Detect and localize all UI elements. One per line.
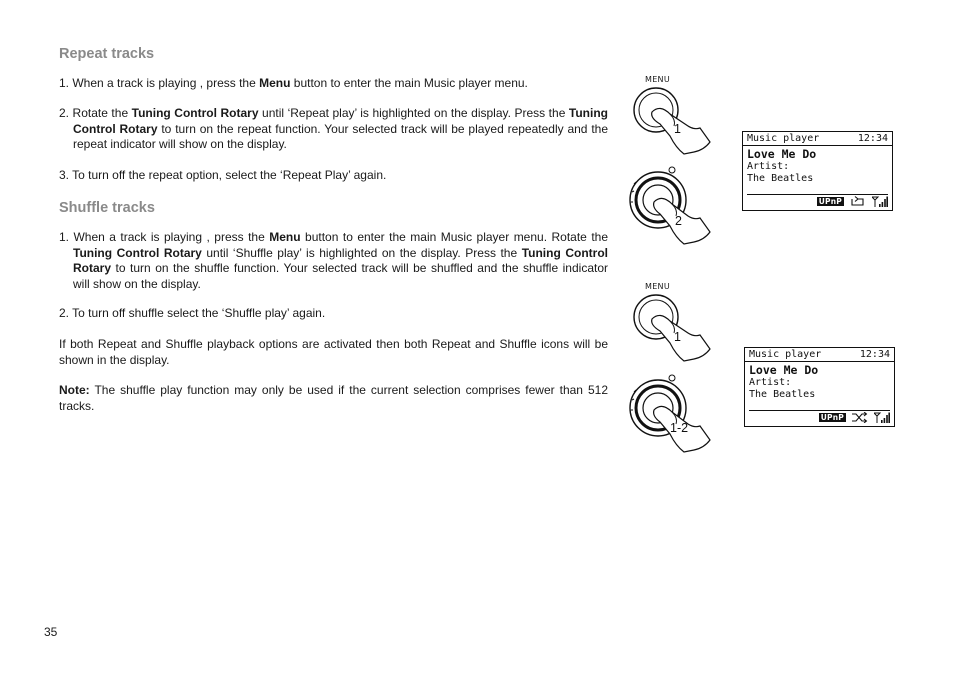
- lcd-track-name: Love Me Do: [749, 363, 819, 377]
- lcd-artist-label: Artist:: [747, 161, 790, 172]
- signal-strength-icon: [872, 196, 888, 207]
- lcd-header: [745, 348, 894, 362]
- repeat-step-1: 1. When a track is playing , press the Menu button to enter the main Music player menu.: [59, 76, 528, 90]
- repeat-step-3: 3. To turn off the repeat option, select the ‘Repeat Play’ again.: [59, 168, 387, 182]
- repeat-heading: Repeat tracks: [59, 46, 155, 62]
- menu-label: MENU: [645, 282, 670, 291]
- repeat-step-2: 2. Rotate the Tuning Control Rotary until ‘Repeat play’ is highlighted on the display. Press the Tuning Control Rotary to turn on the repeat function. Your selected track will be played repeatedly and the repeat indicator will show on the display.: [59, 106, 609, 151]
- shuffle-both-note: If both Repeat and Shuffle playback options are activated then both Repeat and Shuffle icons will be shown in the display.: [59, 337, 608, 367]
- upnp-badge: UPnP: [820, 413, 844, 422]
- repeat-icon: [850, 196, 866, 207]
- lcd-artist-name: The Beatles: [749, 389, 816, 400]
- lcd-artist-name: The Beatles: [747, 173, 814, 184]
- lcd-title: Music player: [747, 133, 820, 144]
- lcd-title: Music player: [749, 349, 822, 360]
- lcd-clock: 12:34: [859, 349, 890, 360]
- step-number: 1: [674, 330, 681, 344]
- upnp-badge: UPnP: [818, 197, 842, 206]
- page-number: 35: [44, 625, 58, 639]
- shuffle-note: Note: The shuffle play function may only be used if the current selection comprises fewer than 512 tracks.: [59, 383, 608, 413]
- lcd-track-name: Love Me Do: [747, 147, 817, 161]
- shuffle-step-1: 1. When a track is playing , press the Menu button to enter the main Music player menu. Rotate the Tuning Control Rotary until ‘Shuffle play’ is highlighted on the display. Press the Tuning Control Rotary to turn on the shuffle function. Your selected track will be shuffled and the shuffle indicator will show on the display.: [59, 230, 608, 291]
- shuffle-heading: Shuffle tracks: [59, 200, 155, 216]
- menu-label: MENU: [645, 75, 670, 84]
- tuning-rotary-hand-icon: [628, 162, 716, 246]
- lcd-status-bar: [749, 410, 890, 424]
- step-number: 1: [674, 122, 681, 136]
- lcd-display-repeat: [742, 131, 893, 211]
- tuning-rotary-hand-icon: [628, 370, 716, 454]
- signal-strength-icon: [874, 412, 890, 423]
- lcd-status-bar: [747, 194, 888, 208]
- lcd-header: [743, 132, 892, 146]
- step-number: 2: [675, 214, 682, 228]
- shuffle-icon: [852, 412, 868, 423]
- lcd-clock: 12:34: [857, 133, 888, 144]
- menu-button-hand-icon: [630, 293, 720, 365]
- step-number: 1-2: [670, 421, 689, 435]
- lcd-artist-label: Artist:: [749, 377, 792, 388]
- lcd-display-shuffle: [744, 347, 895, 427]
- shuffle-step-2: 2. To turn off shuffle select the ‘Shuffle play’ again.: [59, 306, 326, 320]
